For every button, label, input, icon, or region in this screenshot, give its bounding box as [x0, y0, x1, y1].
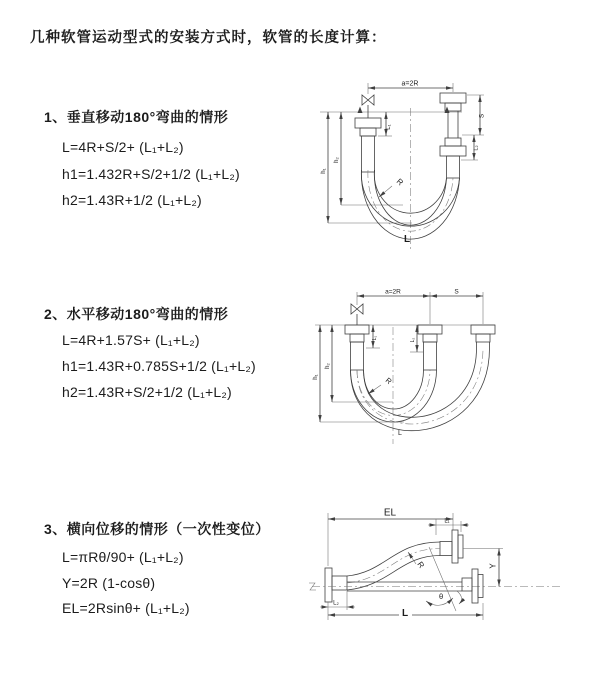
dim-s [462, 95, 486, 135]
formula-line: h2=1.43R+1/2 (L₁+L₂) [62, 192, 202, 208]
label-l: L [403, 234, 411, 245]
dim-label-l: L [401, 608, 409, 619]
dim-label-h2: h₂ [325, 363, 331, 369]
radius-callout [408, 552, 426, 570]
formula-line: h1=1.43R+0.785S+1/2 (L₁+L₂) [62, 358, 256, 374]
formula-line: h1=1.432R+S/2+1/2 (L₁+L₂) [62, 165, 240, 182]
section-1-formulas [62, 134, 240, 214]
dim-label-l1: L₁ [444, 518, 450, 525]
label-r: R [394, 176, 405, 188]
dim-label-el: EL [383, 507, 397, 519]
formula-line: L=4R+S/2+ (L₁+L₂) [62, 139, 184, 155]
angle-annotation [426, 591, 462, 605]
left-flange [355, 118, 381, 136]
dim-label-h1: h₁ [321, 168, 327, 174]
dim-label-l1: L₁ [372, 335, 378, 341]
radius-callout [379, 177, 405, 197]
dim-label-s: S [478, 113, 486, 119]
dim-l1 [378, 112, 392, 136]
label-l: L [398, 430, 402, 437]
diagram-horizontal-bend [305, 282, 575, 454]
dim-h2 [334, 112, 403, 205]
dim-a2r-s [357, 289, 483, 325]
dim-label-l2: L₂ [410, 337, 416, 343]
dim-label-l1: L₁ [386, 124, 392, 130]
hose-s-curve [347, 542, 440, 590]
label-r: R [383, 375, 394, 387]
diagram-vertical-bend [308, 70, 543, 260]
flanges [345, 325, 495, 342]
braided-hose-left [351, 342, 364, 370]
formula-line: Y=2R (1-cosθ) [62, 574, 156, 591]
braided-hose-middle [424, 342, 437, 370]
formula-line: h2=1.43R+S/2+1/2 (L₁+L₂) [62, 384, 232, 400]
section-1-heading: 1、垂直移动180°弯曲的情形 [44, 109, 229, 125]
diagram-lateral-displacement [296, 498, 588, 648]
label-theta: θ [439, 592, 444, 601]
dim-label-h1: h₁ [313, 374, 319, 380]
section-3-formulas [62, 545, 190, 622]
dim-l1 [428, 519, 469, 536]
section-2-heading: 2、水平移动180°弯曲的情形 [44, 306, 229, 322]
dim-a2r [368, 81, 453, 95]
dim-l1 [366, 325, 380, 348]
dim-h1 [313, 325, 404, 422]
section-3-heading: 3、横向位移的情形（一次性变位） [44, 521, 270, 537]
braided-hose-right [447, 156, 460, 178]
page-title: 几种软管运动型式的安装方式时，软管的长度计算： [30, 30, 387, 46]
right-stub [477, 342, 490, 348]
dim-el [328, 508, 453, 567]
valve-icon [362, 95, 374, 118]
radius-callout [368, 376, 394, 394]
left-flange [325, 568, 347, 602]
braided-hose-left [362, 136, 375, 172]
dim-l [328, 602, 483, 620]
dim-label-a2r: a=2R [401, 80, 419, 88]
dim-h2 [325, 325, 393, 402]
formula-line: L=4R+1.57S+ (L₁+L₂) [62, 332, 200, 348]
dim-label-l2: L₂ [333, 600, 339, 607]
valve-icon [351, 304, 363, 325]
formula-line: EL=2Rsinθ+ (L₁+L₂) [62, 600, 190, 616]
upper-right-flange [440, 530, 463, 563]
section-2-formulas [62, 327, 256, 405]
dim-label-h2: h₂ [334, 157, 340, 163]
dim-label-l2: L₂ [473, 145, 480, 151]
dim-h1 [321, 112, 412, 223]
dim-label-s: S [454, 288, 459, 296]
label-r: R [415, 559, 427, 570]
dim-label-y: Y [488, 563, 498, 569]
lower-right-flange [462, 569, 483, 603]
right-flange-stack [440, 93, 466, 156]
dim-label-a2r: a=2R [385, 288, 401, 296]
dim-l2 [410, 325, 424, 352]
formula-line: L=πRθ/90+ (L₁+L₂) [62, 549, 184, 565]
